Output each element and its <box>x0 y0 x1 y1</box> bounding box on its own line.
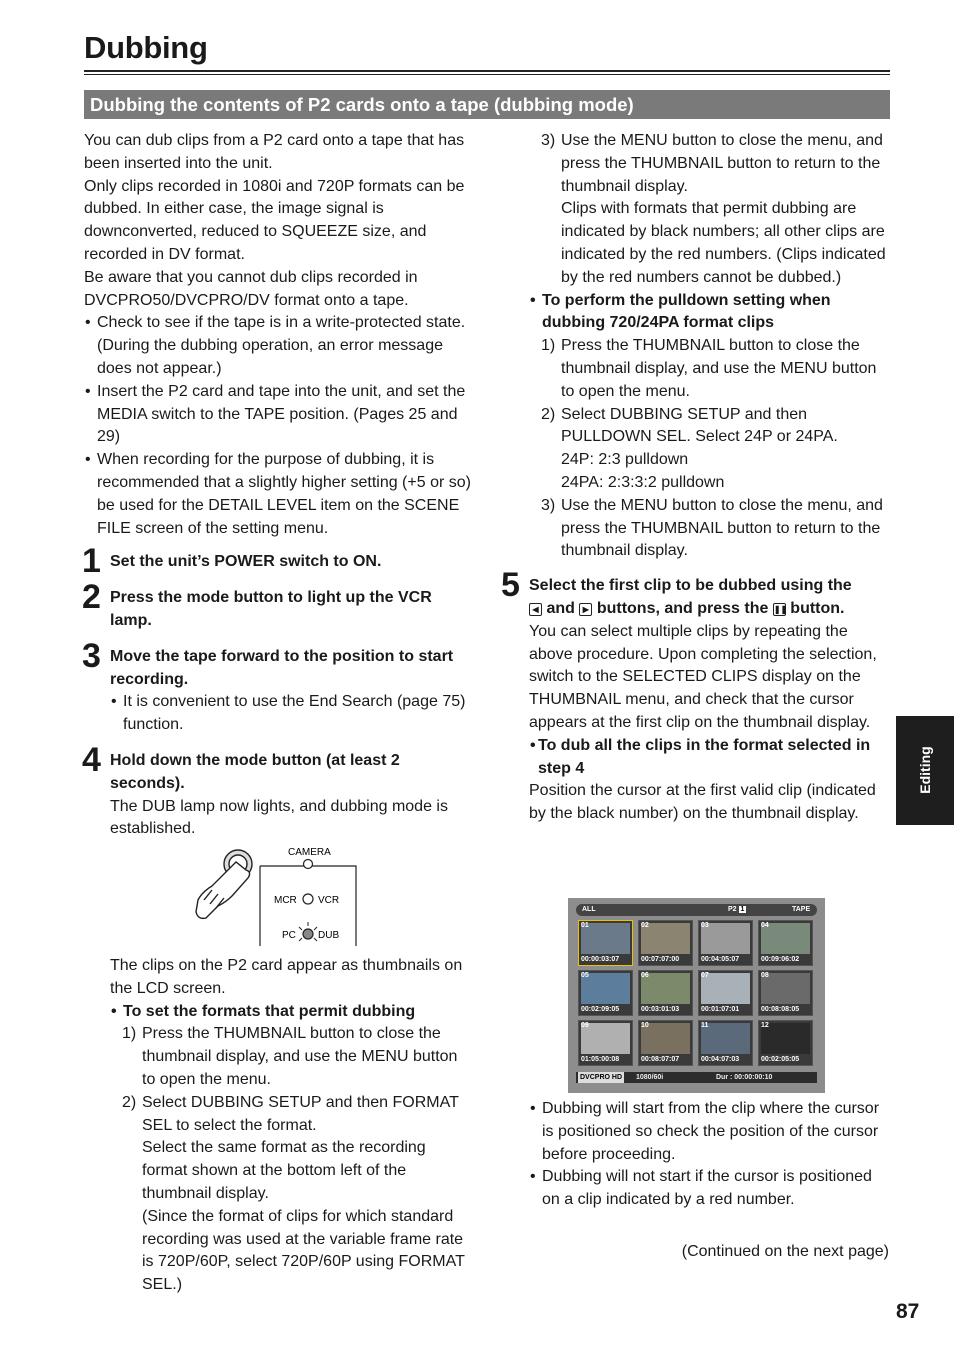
clip-timecode: 00:08:07:07 <box>641 1056 680 1063</box>
clip-number: 04 <box>761 922 769 929</box>
step-number: 5 <box>501 566 520 605</box>
clip-thumbnail[interactable] <box>698 1020 753 1066</box>
step-text: Move the tape forward to the position to start recording. <box>110 647 454 688</box>
step-4 <box>82 740 474 841</box>
intro-paragraph: Only clips recorded in 1080i and 720P formats can be dubbed. In either case, the image signal is downconverted, reduced to SQUEEZE size, and recorded in DV format. <box>84 177 465 263</box>
thumbnail-note: The clips on the P2 card appear as thumbnails on the LCD screen. <box>110 957 463 997</box>
clip-thumbnail[interactable] <box>578 1020 633 1066</box>
step-text: Hold down the mode button (at least 2 seconds). <box>110 751 400 792</box>
bullet-item: • Dubbing will not start if the cursor is positioned on a clip indicated by a red number. <box>529 1166 891 1212</box>
clip-thumbnail[interactable] <box>638 920 693 966</box>
step-number: 1 <box>82 542 101 581</box>
pulldown-step-2: 2) Select DUBBING SETUP and then PULLDOWN SEL. Select 24P or 24PA. 24P: 2:3 pulldown 24PA: 2:3:3:2 pulldown <box>541 405 838 491</box>
clip-thumbnail[interactable] <box>698 920 753 966</box>
screen-all-label: ALL <box>582 906 596 913</box>
step-number: 2 <box>82 578 101 617</box>
side-tab-label: Editing <box>917 746 933 794</box>
clip-thumbnail[interactable] <box>638 970 693 1016</box>
thumbnail-screen <box>568 898 825 1093</box>
clip-number: 03 <box>701 922 709 929</box>
step-text: Select the first clip to be dubbed using the ◀ and ▶ buttons, and press the ❚❚ button. <box>529 577 852 617</box>
section-heading: Dubbing the contents of P2 cards onto a tape (dubbing mode) <box>84 90 890 119</box>
clip-timecode: 00:03:01:03 <box>641 1006 680 1013</box>
title-rule <box>84 70 890 72</box>
camera-label: CAMERA <box>288 847 331 858</box>
clip-timecode: 00:01:07:01 <box>701 1006 740 1013</box>
continued-note: (Continued on the next page) <box>681 1243 889 1260</box>
clip-number: 05 <box>581 972 589 979</box>
clip-timecode: 01:05:00:08 <box>581 1056 620 1063</box>
bullet-item: • Check to see if the tape is in a write-protected state. (During the dubbing operation, an error message does not appear.) <box>84 312 474 380</box>
clip-timecode: 00:08:08:05 <box>761 1006 800 1013</box>
step-2 <box>82 578 474 633</box>
bullet-item: • Insert the P2 card and tape into the unit, and set the MEDIA switch to the TAPE position. (Pages 25 and 29) <box>84 381 474 449</box>
forward-button-icon: ▶ <box>579 603 592 616</box>
clip-timecode: 00:02:09:05 <box>581 1006 620 1013</box>
format-step-1: 1) Press the THUMBNAIL button to close the thumbnail display, and use the MENU button to open the menu. <box>122 1025 458 1088</box>
clip-timecode: 00:09:06:02 <box>761 956 800 963</box>
clip-number: 10 <box>641 1022 649 1029</box>
clip-number: 08 <box>761 972 769 979</box>
clip-number: 07 <box>701 972 709 979</box>
step-body: You can select multiple clips by repeating the above procedure. Upon completing the selection, switch to the SELECTED CLIPS display on the THUMBNAIL menu, and check that the cursor appears at the first clip on the thumbnail display. <box>529 622 877 731</box>
pulldown-step-3: 3) Use the MENU button to close the menu, and press the THUMBNAIL button to return to the thumbnail display. <box>541 496 883 560</box>
clip-timecode: 00:07:07:00 <box>641 956 680 963</box>
page-number: 87 <box>896 1300 920 1323</box>
clip-number: 09 <box>581 1022 589 1029</box>
format-heading: • To set the formats that permit dubbing <box>110 1001 474 1024</box>
dub-lamp-icon <box>303 929 313 939</box>
intro-paragraph: You can dub clips from a P2 card onto a tape that has been inserted into the unit. <box>84 132 465 172</box>
format-badge: DVCPRO HD <box>580 1074 623 1081</box>
screen-p2-label: P2 1 <box>728 906 745 913</box>
step-number: 3 <box>82 636 101 675</box>
duration-label: Dur : 00:00:00:10 <box>716 1074 773 1081</box>
side-tab <box>896 716 954 825</box>
format-step-2: 2) Select DUBBING SETUP and then FORMAT SEL to select the format. Select the same format as the recording format shown at the bottom left of the thumbnail display. (Since the format of clips for which standard recording was used at the variable frame rate is 720P/60P, select 720P/60P using FORMAT SEL.) <box>122 1093 465 1294</box>
pulldown-heading: • To perform the pulldown setting when dubbing 720/24PA format clips <box>529 290 891 336</box>
rewind-button-icon: ◀ <box>529 603 542 616</box>
clip-timecode: 00:02:05:05 <box>761 1056 800 1063</box>
clip-timecode: 00:04:07:03 <box>701 1056 740 1063</box>
step-body: The DUB lamp now lights, and dubbing mode is established. <box>110 797 448 838</box>
dub-label: DUB <box>318 930 340 941</box>
clip-number: 02 <box>641 922 649 929</box>
mcr-label: MCR <box>274 895 297 906</box>
screen-bottom-bar <box>576 1072 817 1083</box>
step-5 <box>501 566 891 826</box>
final-notes <box>529 1098 891 1212</box>
hand-icon <box>196 850 252 918</box>
bullet-item: • When recording for the purpose of dubbing, it is recommended that a slightly higher setting (+5 or so) be used for the DETAIL LEVEL item on the SCENE FILE screen of the setting menu. <box>84 449 474 540</box>
clip-timecode: 00:04:05:07 <box>701 956 740 963</box>
step-note: • It is convenient to use the End Search (page 75) function. <box>110 691 474 737</box>
vcr-label: VCR <box>318 895 340 906</box>
screen-tape-label: TAPE <box>792 906 811 913</box>
dub-all-body: Position the cursor at the first valid clip (indicated by the black number) on the thumbnail display. <box>529 782 876 823</box>
clip-thumbnail[interactable] <box>638 1020 693 1066</box>
clip-thumbnail[interactable] <box>698 970 753 1016</box>
mode-button-figure <box>192 842 362 948</box>
clip-timecode: 00:00:03:07 <box>581 956 620 963</box>
step-text: Set the unit’s POWER switch to ON. <box>110 553 382 571</box>
step-3 <box>82 636 474 737</box>
step-text: Press the mode button to light up the VCR lamp. <box>110 589 432 629</box>
clip-thumbnail[interactable] <box>578 920 633 966</box>
clip-number: 01 <box>581 922 589 929</box>
left-column-lower <box>110 955 474 1297</box>
clip-thumbnail[interactable] <box>758 970 813 1016</box>
pc-label: PC <box>282 930 296 941</box>
clip-thumbnail[interactable] <box>578 970 633 1016</box>
left-column <box>84 130 474 841</box>
step-1 <box>82 542 474 581</box>
clip-thumbnail[interactable] <box>758 1020 813 1066</box>
screen-top-bar <box>576 904 817 916</box>
clip-thumbnail[interactable] <box>758 920 813 966</box>
pause-button-icon: ❚❚ <box>773 604 788 614</box>
clip-number: 12 <box>761 1022 769 1029</box>
dub-all-heading: • To dub all the clips in the format selected in step 4 <box>529 735 891 781</box>
title-rule-thin <box>84 74 890 75</box>
intro-paragraph: Be aware that you cannot dub clips recorded in DVCPRO50/DVCPRO/DV format onto a tape. <box>84 268 418 309</box>
page-title: Dubbing <box>84 30 208 65</box>
clip-number: 06 <box>641 972 649 979</box>
step-number: 4 <box>82 740 101 779</box>
pulldown-step-1: 1) Press the THUMBNAIL button to close the thumbnail display, and use the MENU button to open the menu. <box>541 337 877 400</box>
bullet-item: • Dubbing will start from the clip where the cursor is positioned so check the position of the cursor before proceeding. <box>529 1098 891 1166</box>
right-column <box>501 130 891 826</box>
clip-number: 11 <box>701 1022 709 1029</box>
format-label: 1080/60i <box>636 1074 664 1081</box>
format-step-3: 3) Use the MENU button to close the menu, and press the THUMBNAIL button to return to the thumbnail display. Clips with formats that permit dubbing are indicated by black numbers; all other clips are indicated by the red numbers. (Clips indicated by the red numbers cannot be dubbed.) <box>541 132 886 286</box>
